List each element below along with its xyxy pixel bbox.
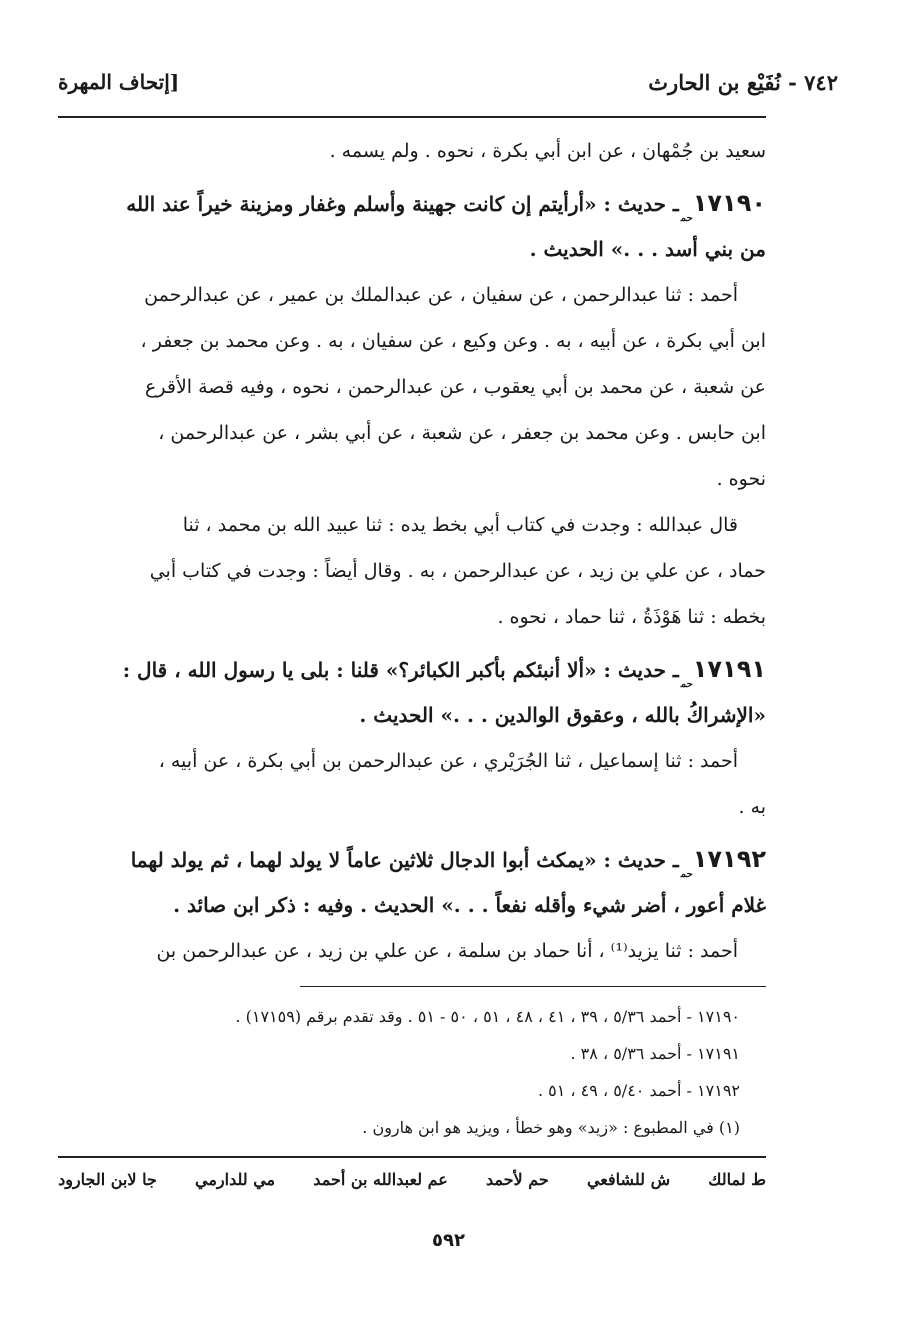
isnad-line: نحوه .	[716, 468, 766, 490]
hadith-heading-line	[60, 646, 766, 692]
intro-line: سعيد بن جُمْهان ، عن ابن أبي بكرة ، نحوه . ولم يسمه .	[329, 140, 766, 162]
hadith-entry-17190	[60, 180, 766, 640]
abbreviation-item: ش للشافعي	[586, 1170, 671, 1189]
hadith-entry-17191	[60, 646, 766, 830]
source-mark: حم	[680, 213, 693, 224]
abbreviation-item: جا لابن الجارود	[58, 1170, 157, 1189]
page-number: ٥٩٢	[432, 1230, 465, 1251]
isnad-line: ابن حابس . وعن محمد بن جعفر ، عن شعبة ، عن أبي بشر ، عن عبدالرحمن ،	[158, 422, 766, 444]
running-header	[58, 62, 838, 102]
hadith-entry-17192	[60, 836, 766, 974]
hadith-text-line: غلام أعور ، أضر شيء وأقله نفعاً . . .» الحديث . وفيه : ذكر ابن صائد .	[173, 893, 766, 917]
hadith-heading-line	[60, 836, 766, 882]
hadith-number: ١٧١٩١	[692, 655, 766, 683]
footnote-line: ١٧١٩٠ - أحمد ٥/٣٦ ، ٣٩ ، ٤١ ، ٤٨ ، ٥١ ، ٥٠ - ٥١ . وقد تقدم برقم (١٧١٥٩) .	[235, 1007, 740, 1026]
abbreviation-item: مي للدارمي	[195, 1170, 276, 1189]
header-rule	[58, 116, 766, 118]
footnote-line: ١٧١٩٢ - أحمد ٥/٤٠ ، ٤٩ ، ٥١ .	[537, 1081, 740, 1100]
isnad-line: قال عبدالله : وجدت في كتاب أبي بخط يده : ثنا عبيد الله بن محمد ، ثنا	[182, 514, 738, 536]
isnad-line: حماد ، عن علي بن زيد ، عن عبدالرحمن ، به . وقال أيضاً : وجدت في كتاب أبي	[149, 560, 766, 582]
abbreviation-item: حم لأحمد	[486, 1170, 549, 1189]
footnote-rule	[300, 986, 766, 987]
isnad-line: أحمد : ثنا يزيد⁽¹⁾ ، أنا حماد بن سلمة ، عن علي بن زيد ، عن عبدالرحمن بن	[156, 940, 738, 962]
source-mark: حم	[680, 869, 693, 880]
footnotes	[100, 998, 740, 1146]
hadith-number: ١٧١٩٠	[692, 189, 766, 217]
abbreviation-item: عم لعبدالله بن أحمد	[313, 1170, 448, 1189]
hadith-text: ـ حديث : «ألا أنبئكم بأكبر الكبائر؟» قلنا : بلى يا رسول الله ، قال :	[122, 658, 679, 682]
source-mark: حم	[680, 679, 693, 690]
abbreviation-item: ط لمالك	[708, 1170, 766, 1189]
hadith-text-line: «الإشراكُ بالله ، وعقوق الوالدين . . .» الحديث .	[359, 703, 766, 727]
isnad-line: أحمد : ثنا إسماعيل ، ثنا الجُرَيْري ، عن عبدالرحمن بن أبي بكرة ، عن أبيه ،	[158, 750, 738, 772]
isnad-line: أحمد : ثنا عبدالرحمن ، عن سفيان ، عن عبدالملك بن عمير ، عن عبدالرحمن	[144, 284, 738, 306]
isnad-line: ابن أبي بكرة ، عن أبيه ، به . وعن وكيع ، عن سفيان ، به . وعن محمد بن جعفر ،	[140, 330, 766, 352]
hadith-text: ـ حديث : «أرأيتم إن كانت جهينة وأسلم وغفار ومزينة خيراً عند الله	[126, 192, 679, 216]
header-book-title: [إتحاف المهرة	[58, 70, 180, 94]
abbreviation-rule	[58, 1156, 766, 1158]
hadith-heading-line	[60, 180, 766, 226]
abbreviation-key	[58, 1170, 766, 1189]
isnad-line: بخطه : ثنا هَوْذَةُ ، ثنا حماد ، نحوه .	[497, 606, 766, 628]
isnad-line: عن شعبة ، عن محمد بن أبي يعقوب ، عن عبدالرحمن ، نحوه ، وفيه قصة الأقرع	[145, 376, 766, 398]
header-chapter-title: ٧٤٢ - نُفَيْع بن الحارث	[648, 69, 838, 95]
hadith-number: ١٧١٩٢	[692, 845, 766, 873]
main-text	[60, 128, 766, 974]
isnad-line: به .	[738, 796, 766, 818]
footnote-line: (١) في المطبوع : «زيد» وهو خطأ ، ويزيد هو ابن هارون .	[362, 1118, 740, 1137]
footnote-line: ١٧١٩١ - أحمد ٥/٣٦ ، ٣٨ .	[570, 1044, 740, 1063]
hadith-text-line: من بني أسد . . .» الحديث .	[529, 237, 766, 261]
hadith-text: ـ حديث : «يمكث أبوا الدجال ثلاثين عاماً لا يولد لهما ، ثم يولد لهما	[130, 848, 679, 872]
